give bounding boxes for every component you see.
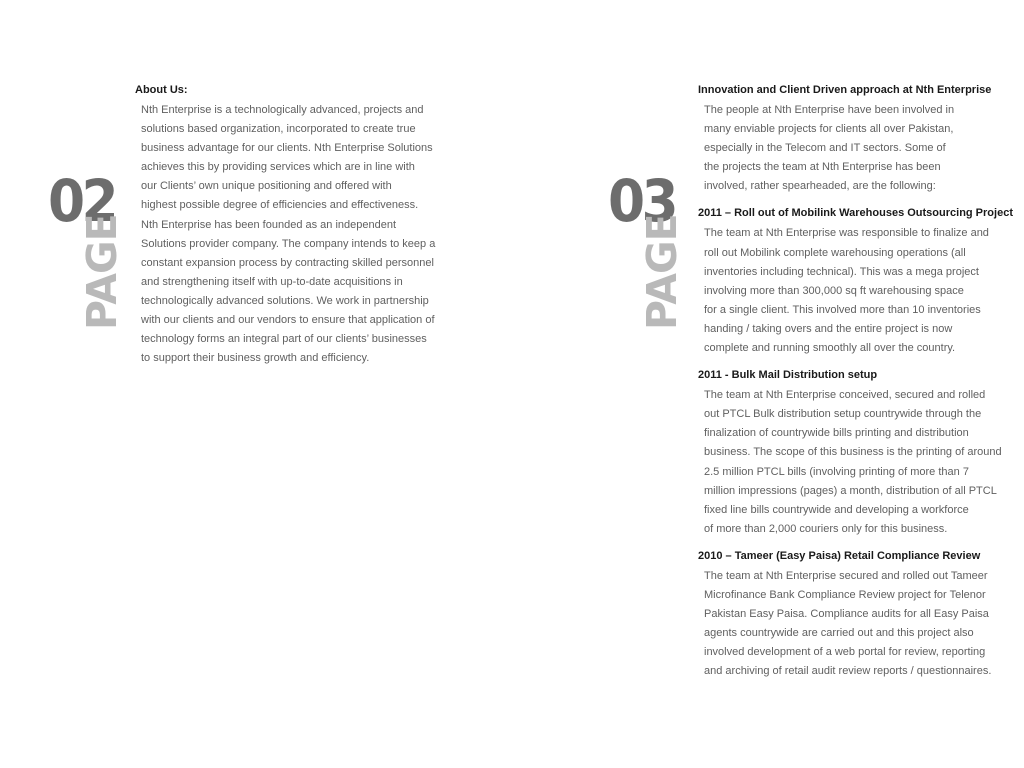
page-label: PAGE — [638, 214, 686, 330]
section-heading: Innovation and Client Driven approach at Nth Enterprise — [698, 84, 992, 96]
section-body — [704, 567, 998, 682]
text-line: highest possible degree of efficiencies and effectiveness. — [141, 199, 419, 212]
page-label: PAGE — [78, 214, 126, 330]
page-number-marker — [48, 167, 128, 342]
text-line: The people at Nth Enterprise have been involved in — [704, 104, 955, 116]
text-line: The team at Nth Enterprise conceived, secured and rolled — [704, 389, 986, 402]
text-line: involved, rather spearheaded, are the following: — [704, 180, 936, 193]
text-line: The team at Nth Enterprise was responsible to finalize and — [704, 227, 989, 240]
section-body — [141, 101, 436, 368]
text-line: handing / taking overs and the entire project is now — [704, 322, 953, 335]
text-line: many enviable projects for clients all over Pakistan, — [704, 123, 954, 136]
section-heading: About Us: — [135, 84, 188, 96]
text-line: Pakistan Easy Paisa. Compliance audits for all Easy Paisa — [704, 608, 989, 621]
mobilink-project-section — [698, 206, 1013, 358]
text-line: Microfinance Bank Compliance Review project for Telenor — [704, 588, 986, 601]
text-line: achieves this by providing services which are in line with — [141, 161, 415, 174]
projects-column — [698, 83, 1013, 691]
section-body — [704, 101, 998, 196]
page-number: 02 — [48, 167, 115, 235]
text-line: fixed line bills countrywide and developing a workforce — [704, 503, 969, 516]
text-line: and strengthening itself with up-to-date acquisitions in — [141, 275, 403, 288]
text-line: for a single client. This involved more than 10 inventories — [704, 303, 981, 316]
text-line: to support their business growth and efficiency. — [141, 352, 370, 365]
text-line: 2.5 million PTCL bills (involving printing of more than 7 — [704, 465, 969, 478]
innovation-section — [698, 83, 998, 196]
tameer-project-section — [698, 549, 998, 682]
text-line: of more than 2,000 couriers only for this business. — [704, 522, 948, 535]
text-line: the projects the team at Nth Enterprise has been — [704, 161, 941, 174]
text-line: solutions based organization, incorporated to create true — [141, 123, 416, 136]
section-heading: 2011 - Bulk Mail Distribution setup — [698, 369, 878, 382]
text-line: complete and running smoothly all over the country. — [704, 342, 956, 355]
page-number-marker — [608, 167, 688, 342]
about-us-section — [135, 83, 436, 378]
text-line: involving more than 300,000 sq ft warehousing space — [704, 284, 964, 297]
text-line: technologically advanced solutions. We work in partnership — [141, 294, 429, 307]
text-line: business advantage for our clients. Nth Enterprise Solutions — [141, 142, 433, 155]
text-line: roll out Mobilink complete warehousing operations (all — [704, 246, 966, 259]
text-line: our Clients’ own unique positioning and offered with — [141, 180, 392, 193]
text-line: Nth Enterprise has been founded as an independent — [141, 218, 397, 231]
text-line: technology forms an integral part of our clients’ businesses — [141, 333, 427, 346]
section-body — [704, 386, 1002, 539]
section-heading: 2010 – Tameer (Easy Paisa) Retail Compliance Review — [698, 549, 981, 562]
text-line: especially in the Telecom and IT sectors. Some of — [704, 142, 946, 155]
text-line: involved development of a web portal for review, reporting — [704, 646, 986, 659]
text-line: The team at Nth Enterprise secured and rolled out Tameer — [704, 569, 988, 582]
text-line: finalization of countrywide bills printing and distribution — [704, 427, 969, 440]
text-line: business. The scope of this business is the printing of around — [704, 446, 1002, 459]
text-line: out PTCL Bulk distribution setup countrywide through the — [704, 408, 982, 421]
text-line: inventories including technical). This was a mega project — [704, 265, 979, 278]
page-number: 03 — [608, 167, 675, 235]
bulk-mail-project-section — [698, 368, 1002, 539]
text-line: with our clients and our vendors to ensure that application of — [141, 314, 435, 327]
text-line: and archiving of retail audit review reports / questionnaires. — [704, 665, 992, 678]
text-line: agents countrywide are carried out and this project also — [704, 627, 974, 640]
section-heading: 2011 – Roll out of Mobilink Warehouses Outsourcing Project — [698, 207, 1013, 220]
text-line: Solutions provider company. The company intends to keep a — [141, 237, 436, 250]
text-line: million impressions (pages) a month, distribution of all PTCL — [704, 484, 997, 497]
text-line: Nth Enterprise is a technologically advanced, projects and — [141, 104, 424, 116]
section-body — [704, 224, 998, 358]
text-line: constant expansion process by contracting skilled personnel — [141, 256, 434, 269]
